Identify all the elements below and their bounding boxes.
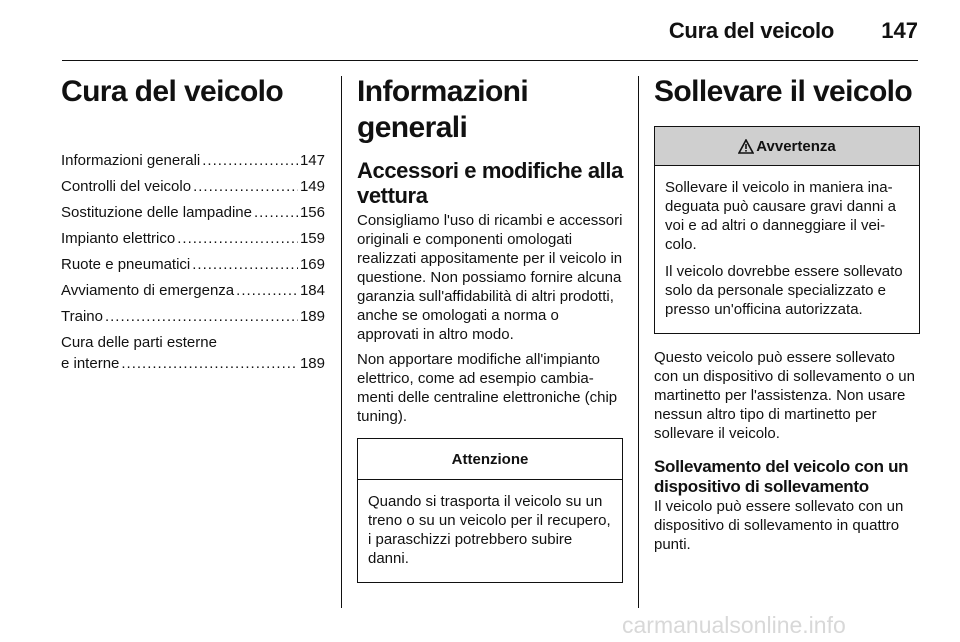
warning-text: Il veicolo dovrebbe essere sollevato solo da personale specializzato e presso un'officina autorizzata.	[665, 263, 903, 318]
toc-leader	[202, 150, 298, 172]
paragraph: Il veicolo può essere sollevato con un dispositivo di sollevamento in quattro punti.	[654, 498, 904, 553]
toc-leader	[121, 353, 298, 375]
column-general-info	[357, 74, 623, 583]
subsection-title: Accessori e modifiche alla vettura	[357, 158, 623, 208]
toc-leader	[192, 254, 298, 276]
header-section-title: Cura del veicolo	[668, 18, 834, 43]
table-of-contents	[61, 150, 325, 375]
toc-item[interactable]	[61, 176, 325, 198]
toc-item[interactable]	[61, 332, 325, 375]
toc-item-label: Avviamento di emergenza	[61, 282, 235, 299]
toc-leader	[236, 280, 298, 302]
toc-item-page: 149	[299, 178, 325, 195]
toc-item-page: 184	[299, 282, 325, 299]
toc-item-label: Traino	[61, 308, 103, 325]
toc-leader	[177, 228, 298, 250]
chapter-title: Cura del veicolo	[61, 75, 284, 108]
paragraph: Consigliamo l'uso di ricambi e accessori originali e componenti omologati realizzati appositamente per il veicolo in questione. Non possiamo fornire alcuna garanzia sull'affidabilità di altri prodotti, anche se omologati a norma o approvati in altro modo.	[357, 212, 623, 343]
toc-item-page: 156	[299, 204, 325, 221]
header-rule	[62, 60, 918, 61]
toc-item[interactable]	[61, 280, 325, 302]
column-divider	[638, 76, 639, 608]
warning-text: Sollevare il veicolo in maniera inadeguata può causare gravi danni a voi e ad altri o danneggiare il veicolo.	[665, 179, 897, 253]
toc-item-label-line1: Cura delle parti esterne	[61, 334, 217, 351]
toc-item-label: Sostituzione delle lampadine	[61, 204, 252, 221]
column-toc	[61, 74, 325, 379]
toc-item[interactable]	[61, 306, 325, 328]
subsection-title: Sollevamento del veicolo con un dispositivo di sollevamento	[654, 457, 909, 496]
warning-header	[655, 127, 919, 166]
toc-item-page: 189	[299, 308, 325, 325]
toc-leader	[254, 202, 298, 224]
paragraph: Non apportare modifiche all'impianto elettrico, come ad esempio cambiamenti delle centraline elettroniche (chip tuning).	[357, 351, 618, 425]
toc-item-label: Informazioni generali	[61, 152, 201, 169]
caution-box	[357, 438, 623, 583]
paragraph: Questo veicolo può essere sollevato con un dispositivo di sollevamento o un martinetto per l'assistenza. Non usare nessun altro tipo di martinetto per sollevare il veicolo.	[654, 349, 915, 442]
toc-item[interactable]	[61, 228, 325, 250]
page-header	[0, 0, 960, 62]
section-title: Informazioni generali	[357, 75, 529, 144]
toc-item[interactable]	[61, 254, 325, 276]
column-lifting	[654, 74, 920, 560]
toc-item[interactable]	[61, 202, 325, 224]
caution-text: Quando si trasporta il veicolo su un treno o su un veicolo per il recupero, i paraschizzi potrebbero subire danni.	[368, 493, 611, 567]
toc-leader	[193, 176, 298, 198]
column-divider	[341, 76, 342, 608]
toc-item-label: Impianto elettrico	[61, 230, 176, 247]
warning-triangle-icon	[738, 139, 754, 154]
toc-item-page: 159	[299, 230, 325, 247]
section-title: Sollevare il veicolo	[654, 75, 913, 108]
toc-item-label: Controlli del veicolo	[61, 178, 192, 195]
toc-leader	[105, 306, 298, 328]
toc-item-label: Ruote e pneumatici	[61, 256, 191, 273]
toc-item[interactable]	[61, 150, 325, 172]
toc-item-page: 147	[299, 152, 325, 169]
warning-heading: Avvertenza	[756, 137, 836, 155]
caution-heading: Attenzione	[358, 439, 622, 480]
toc-item-label: e interne	[61, 355, 120, 372]
warning-box	[654, 126, 920, 334]
toc-item-page: 169	[299, 256, 325, 273]
watermark: carmanualsonline.info	[622, 612, 846, 638]
header-page-number: 147	[881, 18, 918, 43]
toc-item-page: 189	[299, 355, 325, 372]
